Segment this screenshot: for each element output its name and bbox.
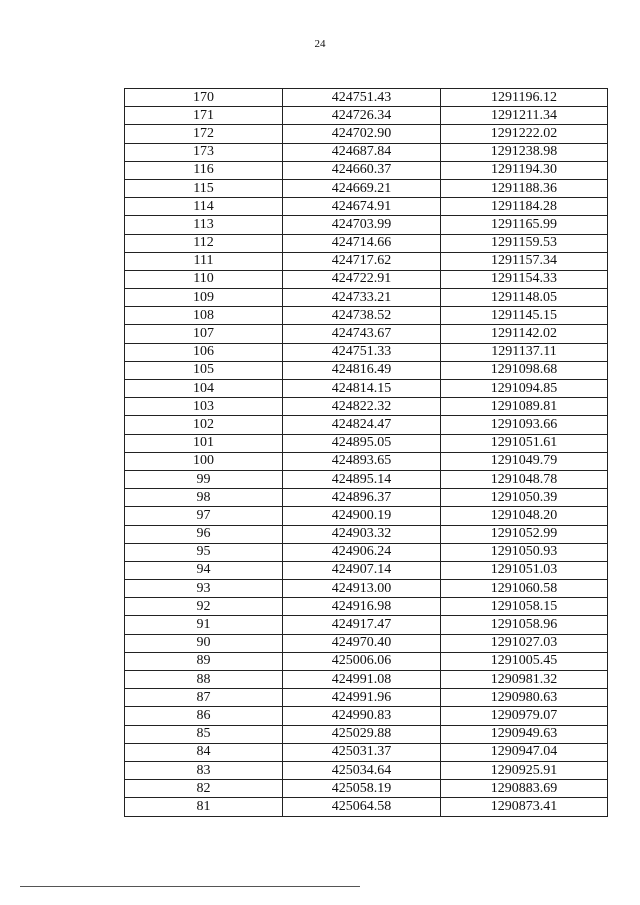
table-row [125, 761, 608, 779]
table-row [125, 707, 608, 725]
x-coordinate-cell: 424687.84 [283, 143, 441, 161]
x-coordinate-cell: 424990.83 [283, 707, 441, 725]
point-number-cell: 103 [125, 398, 283, 416]
point-number-cell: 93 [125, 580, 283, 598]
y-coordinate-cell: 1291051.61 [441, 434, 608, 452]
x-coordinate-cell: 424660.37 [283, 161, 441, 179]
table-row [125, 798, 608, 816]
x-coordinate-cell: 424669.21 [283, 179, 441, 197]
x-coordinate-cell: 424816.49 [283, 361, 441, 379]
table-row [125, 525, 608, 543]
x-coordinate-cell: 424751.33 [283, 343, 441, 361]
y-coordinate-cell: 1291048.20 [441, 507, 608, 525]
point-number-cell: 105 [125, 361, 283, 379]
page-number: 24 [314, 38, 326, 50]
table-row [125, 416, 608, 434]
table-row [125, 671, 608, 689]
table-row [125, 652, 608, 670]
point-number-cell: 83 [125, 761, 283, 779]
table-row [125, 89, 608, 107]
y-coordinate-cell: 1291058.96 [441, 616, 608, 634]
table-row [125, 125, 608, 143]
point-number-cell: 102 [125, 416, 283, 434]
point-number-cell: 98 [125, 489, 283, 507]
point-number-cell: 100 [125, 452, 283, 470]
point-number-cell: 92 [125, 598, 283, 616]
y-coordinate-cell: 1291145.15 [441, 307, 608, 325]
point-number-cell: 110 [125, 270, 283, 288]
y-coordinate-cell: 1291005.45 [441, 652, 608, 670]
point-number-cell: 109 [125, 289, 283, 307]
point-number-cell: 86 [125, 707, 283, 725]
y-coordinate-cell: 1291222.02 [441, 125, 608, 143]
point-number-cell: 99 [125, 470, 283, 488]
point-number-cell: 88 [125, 671, 283, 689]
point-number-cell: 81 [125, 798, 283, 816]
point-number-cell: 112 [125, 234, 283, 252]
point-number-cell: 89 [125, 652, 283, 670]
x-coordinate-cell: 424822.32 [283, 398, 441, 416]
table-row [125, 616, 608, 634]
table-row [125, 289, 608, 307]
point-number-cell: 171 [125, 107, 283, 125]
table-row [125, 561, 608, 579]
x-coordinate-cell: 425006.06 [283, 652, 441, 670]
point-number-cell: 106 [125, 343, 283, 361]
table-row [125, 252, 608, 270]
table-row [125, 234, 608, 252]
x-coordinate-cell: 424991.96 [283, 689, 441, 707]
y-coordinate-cell: 1290947.04 [441, 743, 608, 761]
x-coordinate-cell: 424893.65 [283, 452, 441, 470]
x-coordinate-cell: 424896.37 [283, 489, 441, 507]
x-coordinate-cell: 424895.05 [283, 434, 441, 452]
x-coordinate-cell: 425029.88 [283, 725, 441, 743]
table-row [125, 270, 608, 288]
x-coordinate-cell: 424906.24 [283, 543, 441, 561]
y-coordinate-cell: 1291049.79 [441, 452, 608, 470]
x-coordinate-cell: 424703.99 [283, 216, 441, 234]
point-number-cell: 111 [125, 252, 283, 270]
x-coordinate-cell: 424722.91 [283, 270, 441, 288]
x-coordinate-cell: 424733.21 [283, 289, 441, 307]
point-number-cell: 87 [125, 689, 283, 707]
x-coordinate-cell: 424970.40 [283, 634, 441, 652]
x-coordinate-cell: 424743.67 [283, 325, 441, 343]
table-row [125, 543, 608, 561]
table-row [125, 452, 608, 470]
table-row [125, 361, 608, 379]
table-row [125, 507, 608, 525]
table-row [125, 743, 608, 761]
table-row [125, 689, 608, 707]
point-number-cell: 97 [125, 507, 283, 525]
table-row [125, 725, 608, 743]
table-row [125, 634, 608, 652]
point-number-cell: 95 [125, 543, 283, 561]
point-number-cell: 90 [125, 634, 283, 652]
y-coordinate-cell: 1291052.99 [441, 525, 608, 543]
y-coordinate-cell: 1291157.34 [441, 252, 608, 270]
table-row [125, 343, 608, 361]
point-number-cell: 85 [125, 725, 283, 743]
point-number-cell: 170 [125, 89, 283, 107]
y-coordinate-cell: 1291188.36 [441, 179, 608, 197]
point-number-cell: 173 [125, 143, 283, 161]
x-coordinate-cell: 424714.66 [283, 234, 441, 252]
point-number-cell: 113 [125, 216, 283, 234]
table-row [125, 325, 608, 343]
point-number-cell: 108 [125, 307, 283, 325]
y-coordinate-cell: 1290949.63 [441, 725, 608, 743]
table-row [125, 107, 608, 125]
x-coordinate-cell: 424916.98 [283, 598, 441, 616]
table-row [125, 580, 608, 598]
y-coordinate-cell: 1291238.98 [441, 143, 608, 161]
x-coordinate-cell: 424717.62 [283, 252, 441, 270]
x-coordinate-cell: 424903.32 [283, 525, 441, 543]
table-row [125, 780, 608, 798]
y-coordinate-cell: 1291058.15 [441, 598, 608, 616]
x-coordinate-cell: 424824.47 [283, 416, 441, 434]
y-coordinate-cell: 1291094.85 [441, 380, 608, 398]
x-coordinate-cell: 425058.19 [283, 780, 441, 798]
table-row [125, 161, 608, 179]
y-coordinate-cell: 1291051.03 [441, 561, 608, 579]
y-coordinate-cell: 1291050.93 [441, 543, 608, 561]
point-number-cell: 101 [125, 434, 283, 452]
coordinates-table [124, 88, 608, 817]
table-row [125, 598, 608, 616]
x-coordinate-cell: 425034.64 [283, 761, 441, 779]
x-coordinate-cell: 424913.00 [283, 580, 441, 598]
y-coordinate-cell: 1291154.33 [441, 270, 608, 288]
y-coordinate-cell: 1291048.78 [441, 470, 608, 488]
x-coordinate-cell: 424814.15 [283, 380, 441, 398]
y-coordinate-cell: 1291159.53 [441, 234, 608, 252]
x-coordinate-cell: 424674.91 [283, 198, 441, 216]
y-coordinate-cell: 1290925.91 [441, 761, 608, 779]
point-number-cell: 172 [125, 125, 283, 143]
x-coordinate-cell: 424917.47 [283, 616, 441, 634]
x-coordinate-cell: 424726.34 [283, 107, 441, 125]
y-coordinate-cell: 1291050.39 [441, 489, 608, 507]
y-coordinate-cell: 1291137.11 [441, 343, 608, 361]
coordinates-table-body [125, 89, 608, 817]
y-coordinate-cell: 1291142.02 [441, 325, 608, 343]
y-coordinate-cell: 1291165.99 [441, 216, 608, 234]
x-coordinate-cell: 424900.19 [283, 507, 441, 525]
y-coordinate-cell: 1291093.66 [441, 416, 608, 434]
x-coordinate-cell: 424907.14 [283, 561, 441, 579]
y-coordinate-cell: 1291184.28 [441, 198, 608, 216]
table-row [125, 398, 608, 416]
point-number-cell: 94 [125, 561, 283, 579]
y-coordinate-cell: 1290979.07 [441, 707, 608, 725]
table-row [125, 198, 608, 216]
table-row [125, 470, 608, 488]
y-coordinate-cell: 1290873.41 [441, 798, 608, 816]
x-coordinate-cell: 424895.14 [283, 470, 441, 488]
x-coordinate-cell: 424738.52 [283, 307, 441, 325]
point-number-cell: 104 [125, 380, 283, 398]
y-coordinate-cell: 1291148.05 [441, 289, 608, 307]
table-row [125, 216, 608, 234]
point-number-cell: 116 [125, 161, 283, 179]
x-coordinate-cell: 424751.43 [283, 89, 441, 107]
point-number-cell: 114 [125, 198, 283, 216]
point-number-cell: 84 [125, 743, 283, 761]
y-coordinate-cell: 1290980.63 [441, 689, 608, 707]
table-row [125, 489, 608, 507]
table-row [125, 143, 608, 161]
y-coordinate-cell: 1291194.30 [441, 161, 608, 179]
y-coordinate-cell: 1291027.03 [441, 634, 608, 652]
y-coordinate-cell: 1291196.12 [441, 89, 608, 107]
y-coordinate-cell: 1291089.81 [441, 398, 608, 416]
x-coordinate-cell: 424991.08 [283, 671, 441, 689]
point-number-cell: 107 [125, 325, 283, 343]
y-coordinate-cell: 1291211.34 [441, 107, 608, 125]
x-coordinate-cell: 424702.90 [283, 125, 441, 143]
table-row [125, 179, 608, 197]
y-coordinate-cell: 1291060.58 [441, 580, 608, 598]
table-row [125, 380, 608, 398]
y-coordinate-cell: 1290883.69 [441, 780, 608, 798]
point-number-cell: 91 [125, 616, 283, 634]
table-row [125, 307, 608, 325]
table-row [125, 434, 608, 452]
point-number-cell: 115 [125, 179, 283, 197]
x-coordinate-cell: 425064.58 [283, 798, 441, 816]
x-coordinate-cell: 425031.37 [283, 743, 441, 761]
y-coordinate-cell: 1290981.32 [441, 671, 608, 689]
footer-rule [20, 886, 360, 887]
point-number-cell: 96 [125, 525, 283, 543]
y-coordinate-cell: 1291098.68 [441, 361, 608, 379]
point-number-cell: 82 [125, 780, 283, 798]
